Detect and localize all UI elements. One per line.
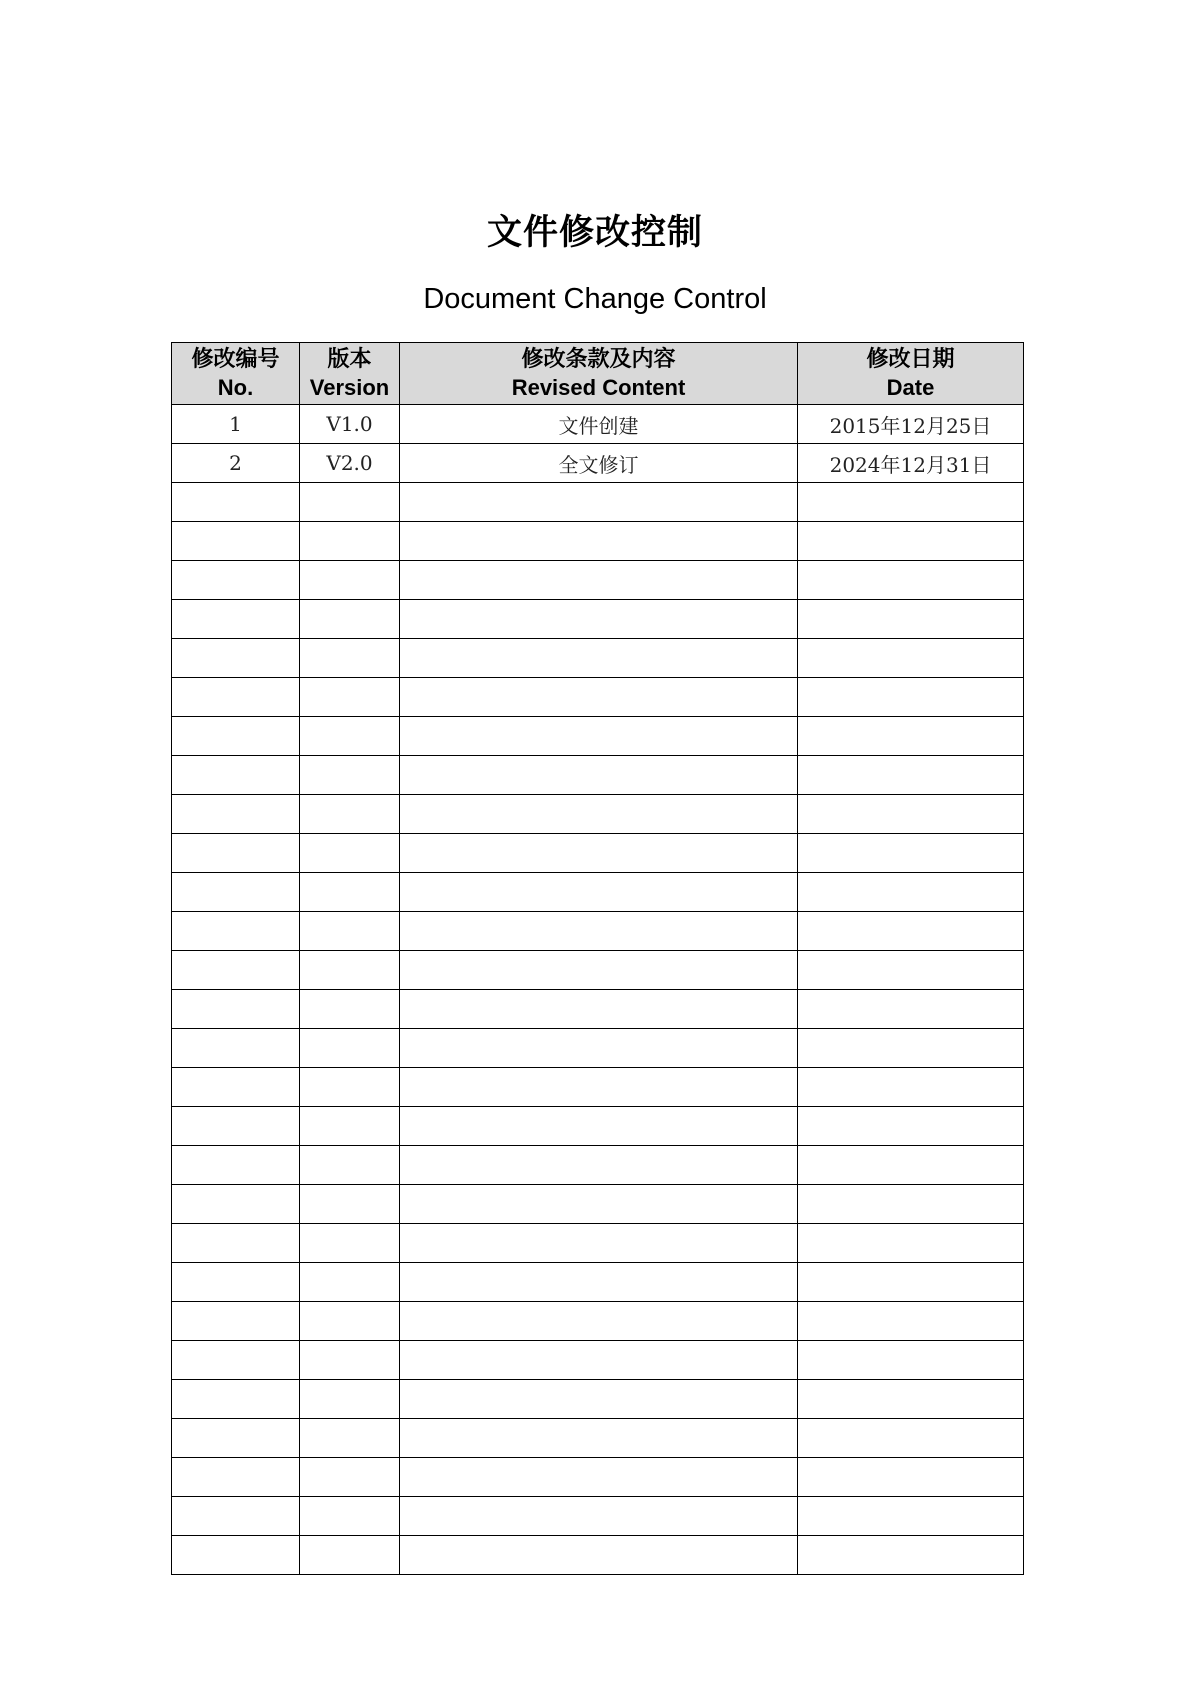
cell-date [798, 1380, 1024, 1419]
cell-date [798, 639, 1024, 678]
cell-no [172, 639, 300, 678]
cell-date [798, 912, 1024, 951]
table-row [172, 1146, 1024, 1185]
cell-no [172, 1458, 300, 1497]
header-version [300, 343, 400, 405]
table-row [172, 561, 1024, 600]
table-row [172, 639, 1024, 678]
table-row [172, 834, 1024, 873]
header-content-cn: 修改条款及内容 [521, 347, 676, 372]
cell-version [300, 912, 400, 951]
cell-date [798, 1107, 1024, 1146]
header-no [172, 343, 300, 405]
change-control-table [171, 342, 1024, 1575]
cell-no [172, 483, 300, 522]
cell-no [172, 1497, 300, 1536]
cell-content [400, 1458, 798, 1497]
cell-no [172, 717, 300, 756]
cell-date [798, 834, 1024, 873]
cell-date [798, 717, 1024, 756]
cell-date [798, 1458, 1024, 1497]
cell-version [300, 1146, 400, 1185]
table-row [172, 1068, 1024, 1107]
cell-version [300, 483, 400, 522]
cell-content [400, 1341, 798, 1380]
table-row [172, 717, 1024, 756]
cell-content [400, 990, 798, 1029]
cell-date [798, 873, 1024, 912]
cell-version [300, 561, 400, 600]
cell-content [400, 1263, 798, 1302]
cell-version [300, 834, 400, 873]
table-row [172, 1419, 1024, 1458]
cell-content [400, 873, 798, 912]
cell-no [172, 678, 300, 717]
header-no-en: No. [217, 375, 254, 400]
cell-content [400, 1029, 798, 1068]
cell-content [400, 678, 798, 717]
cell-no: 1 [172, 405, 300, 444]
cell-no [172, 1380, 300, 1419]
cell-content [400, 1146, 798, 1185]
cell-content [400, 1380, 798, 1419]
cell-date [798, 1497, 1024, 1536]
cell-content [400, 912, 798, 951]
cell-version [300, 1536, 400, 1575]
cell-no [172, 1536, 300, 1575]
table-row [172, 1029, 1024, 1068]
table-row [172, 756, 1024, 795]
table-row [172, 1497, 1024, 1536]
cell-version [300, 522, 400, 561]
cell-no [172, 1263, 300, 1302]
table-row [172, 1185, 1024, 1224]
cell-version [300, 1029, 400, 1068]
cell-no [172, 1146, 300, 1185]
table-row [172, 1380, 1024, 1419]
cell-date [798, 1419, 1024, 1458]
cell-date [798, 483, 1024, 522]
table-row [172, 912, 1024, 951]
cell-date [798, 1185, 1024, 1224]
cell-date [798, 1302, 1024, 1341]
cell-date: 2024年12月31日 [798, 444, 1024, 483]
cell-no [172, 756, 300, 795]
cell-no [172, 873, 300, 912]
cell-no [172, 522, 300, 561]
cell-content [400, 1302, 798, 1341]
table-row [172, 483, 1024, 522]
cell-no [172, 795, 300, 834]
cell-content [400, 522, 798, 561]
table-row [172, 873, 1024, 912]
table-row [172, 951, 1024, 990]
cell-version [300, 1107, 400, 1146]
cell-no [172, 600, 300, 639]
cell-version [300, 1068, 400, 1107]
cell-version [300, 1263, 400, 1302]
cell-content: 全文修订 [400, 444, 798, 483]
cell-no [172, 1185, 300, 1224]
cell-version [300, 1497, 400, 1536]
cell-no [172, 912, 300, 951]
table-row [172, 405, 1024, 444]
cell-version [300, 873, 400, 912]
cell-content [400, 1497, 798, 1536]
cell-version [300, 990, 400, 1029]
cell-content [400, 1185, 798, 1224]
cell-date [798, 600, 1024, 639]
cell-no [172, 1302, 300, 1341]
cell-date [798, 561, 1024, 600]
header-content-en: Revised Content [511, 375, 686, 400]
cell-version: V2.0 [300, 444, 400, 483]
cell-date: 2015年12月25日 [798, 405, 1024, 444]
cell-date [798, 756, 1024, 795]
cell-no [172, 1068, 300, 1107]
cell-content [400, 561, 798, 600]
table-header-row [172, 343, 1024, 405]
cell-no [172, 990, 300, 1029]
cell-content [400, 1536, 798, 1575]
cell-version [300, 951, 400, 990]
table-row [172, 795, 1024, 834]
cell-content [400, 1224, 798, 1263]
cell-date [798, 1224, 1024, 1263]
table-row [172, 990, 1024, 1029]
table-row [172, 1263, 1024, 1302]
cell-version [300, 1458, 400, 1497]
cell-content [400, 1419, 798, 1458]
header-content [400, 343, 798, 405]
cell-date [798, 1536, 1024, 1575]
table-row [172, 522, 1024, 561]
cell-version [300, 1419, 400, 1458]
cell-date [798, 1146, 1024, 1185]
header-version-en: Version [309, 375, 390, 400]
table-row [172, 1224, 1024, 1263]
cell-content [400, 483, 798, 522]
cell-no [172, 1029, 300, 1068]
cell-content: 文件创建 [400, 405, 798, 444]
cell-version [300, 1185, 400, 1224]
cell-no [172, 1224, 300, 1263]
table-body [172, 405, 1024, 1575]
cell-no [172, 1107, 300, 1146]
cell-date [798, 678, 1024, 717]
cell-content [400, 756, 798, 795]
cell-content [400, 795, 798, 834]
cell-no: 2 [172, 444, 300, 483]
cell-version: V1.0 [300, 405, 400, 444]
cell-version [300, 639, 400, 678]
cell-content [400, 1107, 798, 1146]
cell-content [400, 717, 798, 756]
table-row [172, 1341, 1024, 1380]
cell-version [300, 756, 400, 795]
cell-version [300, 1380, 400, 1419]
cell-content [400, 834, 798, 873]
table-row [172, 1302, 1024, 1341]
cell-content [400, 1068, 798, 1107]
cell-date [798, 1263, 1024, 1302]
cell-date [798, 990, 1024, 1029]
header-version-cn: 版本 [327, 347, 372, 372]
page-title-en: Document Change Control [423, 283, 767, 315]
cell-no [172, 1341, 300, 1380]
cell-version [300, 717, 400, 756]
table-row [172, 1458, 1024, 1497]
table-row [172, 1536, 1024, 1575]
cell-content [400, 639, 798, 678]
cell-version [300, 678, 400, 717]
cell-content [400, 951, 798, 990]
cell-version [300, 600, 400, 639]
cell-date [798, 1029, 1024, 1068]
cell-date [798, 951, 1024, 990]
page-title-cn: 文件修改控制 [486, 213, 703, 253]
table-row [172, 600, 1024, 639]
cell-no [172, 561, 300, 600]
cell-version [300, 1302, 400, 1341]
header-date-cn: 修改日期 [866, 347, 955, 372]
header-date [798, 343, 1024, 405]
table-row [172, 444, 1024, 483]
cell-version [300, 795, 400, 834]
cell-date [798, 795, 1024, 834]
table-row [172, 1107, 1024, 1146]
cell-date [798, 522, 1024, 561]
cell-version [300, 1224, 400, 1263]
cell-date [798, 1341, 1024, 1380]
cell-no [172, 834, 300, 873]
cell-date [798, 1068, 1024, 1107]
cell-no [172, 1419, 300, 1458]
header-date-en: Date [886, 375, 935, 400]
cell-version [300, 1341, 400, 1380]
header-no-cn: 修改编号 [191, 347, 280, 372]
cell-no [172, 951, 300, 990]
cell-content [400, 600, 798, 639]
table-row [172, 678, 1024, 717]
